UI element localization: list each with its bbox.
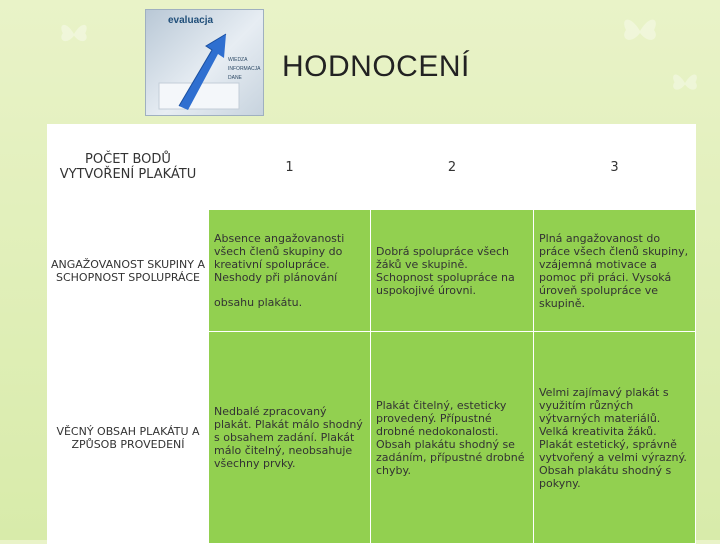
legend-item-2: INFORMACJA <box>228 66 261 72</box>
evaluation-table <box>47 124 696 544</box>
legend-item-3: DANE <box>228 75 242 81</box>
butterfly-decoration-icon <box>620 14 660 48</box>
cell-cooperation-3: Plná angažovanost do práce všech členů skupiny, vzájemná motivace a pomoc při práci. Vysoká úroveň spolupráce ve skupině. <box>534 210 696 332</box>
cell-text: Absence angažovanosti všech členů skupiny do kreativní spolupráce. Neshody při plánování <box>214 232 345 284</box>
table-row <box>48 210 696 332</box>
logo-title: evaluacja <box>168 15 214 26</box>
legend-item-1: WIEDZA <box>228 57 248 63</box>
cell-cooperation-1 <box>209 210 371 332</box>
header-score-2: 2 <box>371 125 534 210</box>
cell-text-continued: obsahu plakátu. <box>214 296 303 309</box>
row-label-cooperation: ANGAŽOVANOST SKUPINY A SCHOPNOST SPOLUPRÁCE <box>48 210 209 332</box>
row-label-content: VĚCNÝ OBSAH PLAKÁTU A ZPŮSOB PROVEDENÍ <box>48 332 209 544</box>
table-header-row <box>48 125 696 210</box>
header-criteria: POČET BODŮ VYTVOŘENÍ PLAKÁTU <box>48 125 209 210</box>
cell-content-3: Velmi zajímavý plakát s využitím různých výtvarných materiálů. Velká kreativita žáků. Plakát estetický, správně vytvořený a velmi výrazný. Obsah plakátu shodný s pokyny. <box>534 332 696 544</box>
header-score-1: 1 <box>209 125 371 210</box>
cell-content-2: Plakát čitelný, esteticky provedený. Přípustné drobné nedokonalosti. Obsah plakátu shodný se zadáním, přípustné drobné chyby. <box>371 332 534 544</box>
header-score-3: 3 <box>534 125 696 210</box>
cell-cooperation-2: Dobrá spolupráce všech žáků ve skupině. Schopnost spolupráce na uspokojivé úrovni. <box>371 210 534 332</box>
page-title: HODNOCENÍ <box>282 50 470 83</box>
butterfly-decoration-icon <box>58 20 90 48</box>
evaluacja-logo <box>145 9 264 116</box>
cell-content-1: Nedbalé zpracovaný plakát. Plakát málo shodný s obsahem zadání. Plakát málo čitelný, neobsahuje všechny prvky. <box>209 332 371 544</box>
growth-arrow-icon <box>154 28 264 116</box>
butterfly-decoration-icon <box>670 70 700 96</box>
table-row <box>48 332 696 544</box>
